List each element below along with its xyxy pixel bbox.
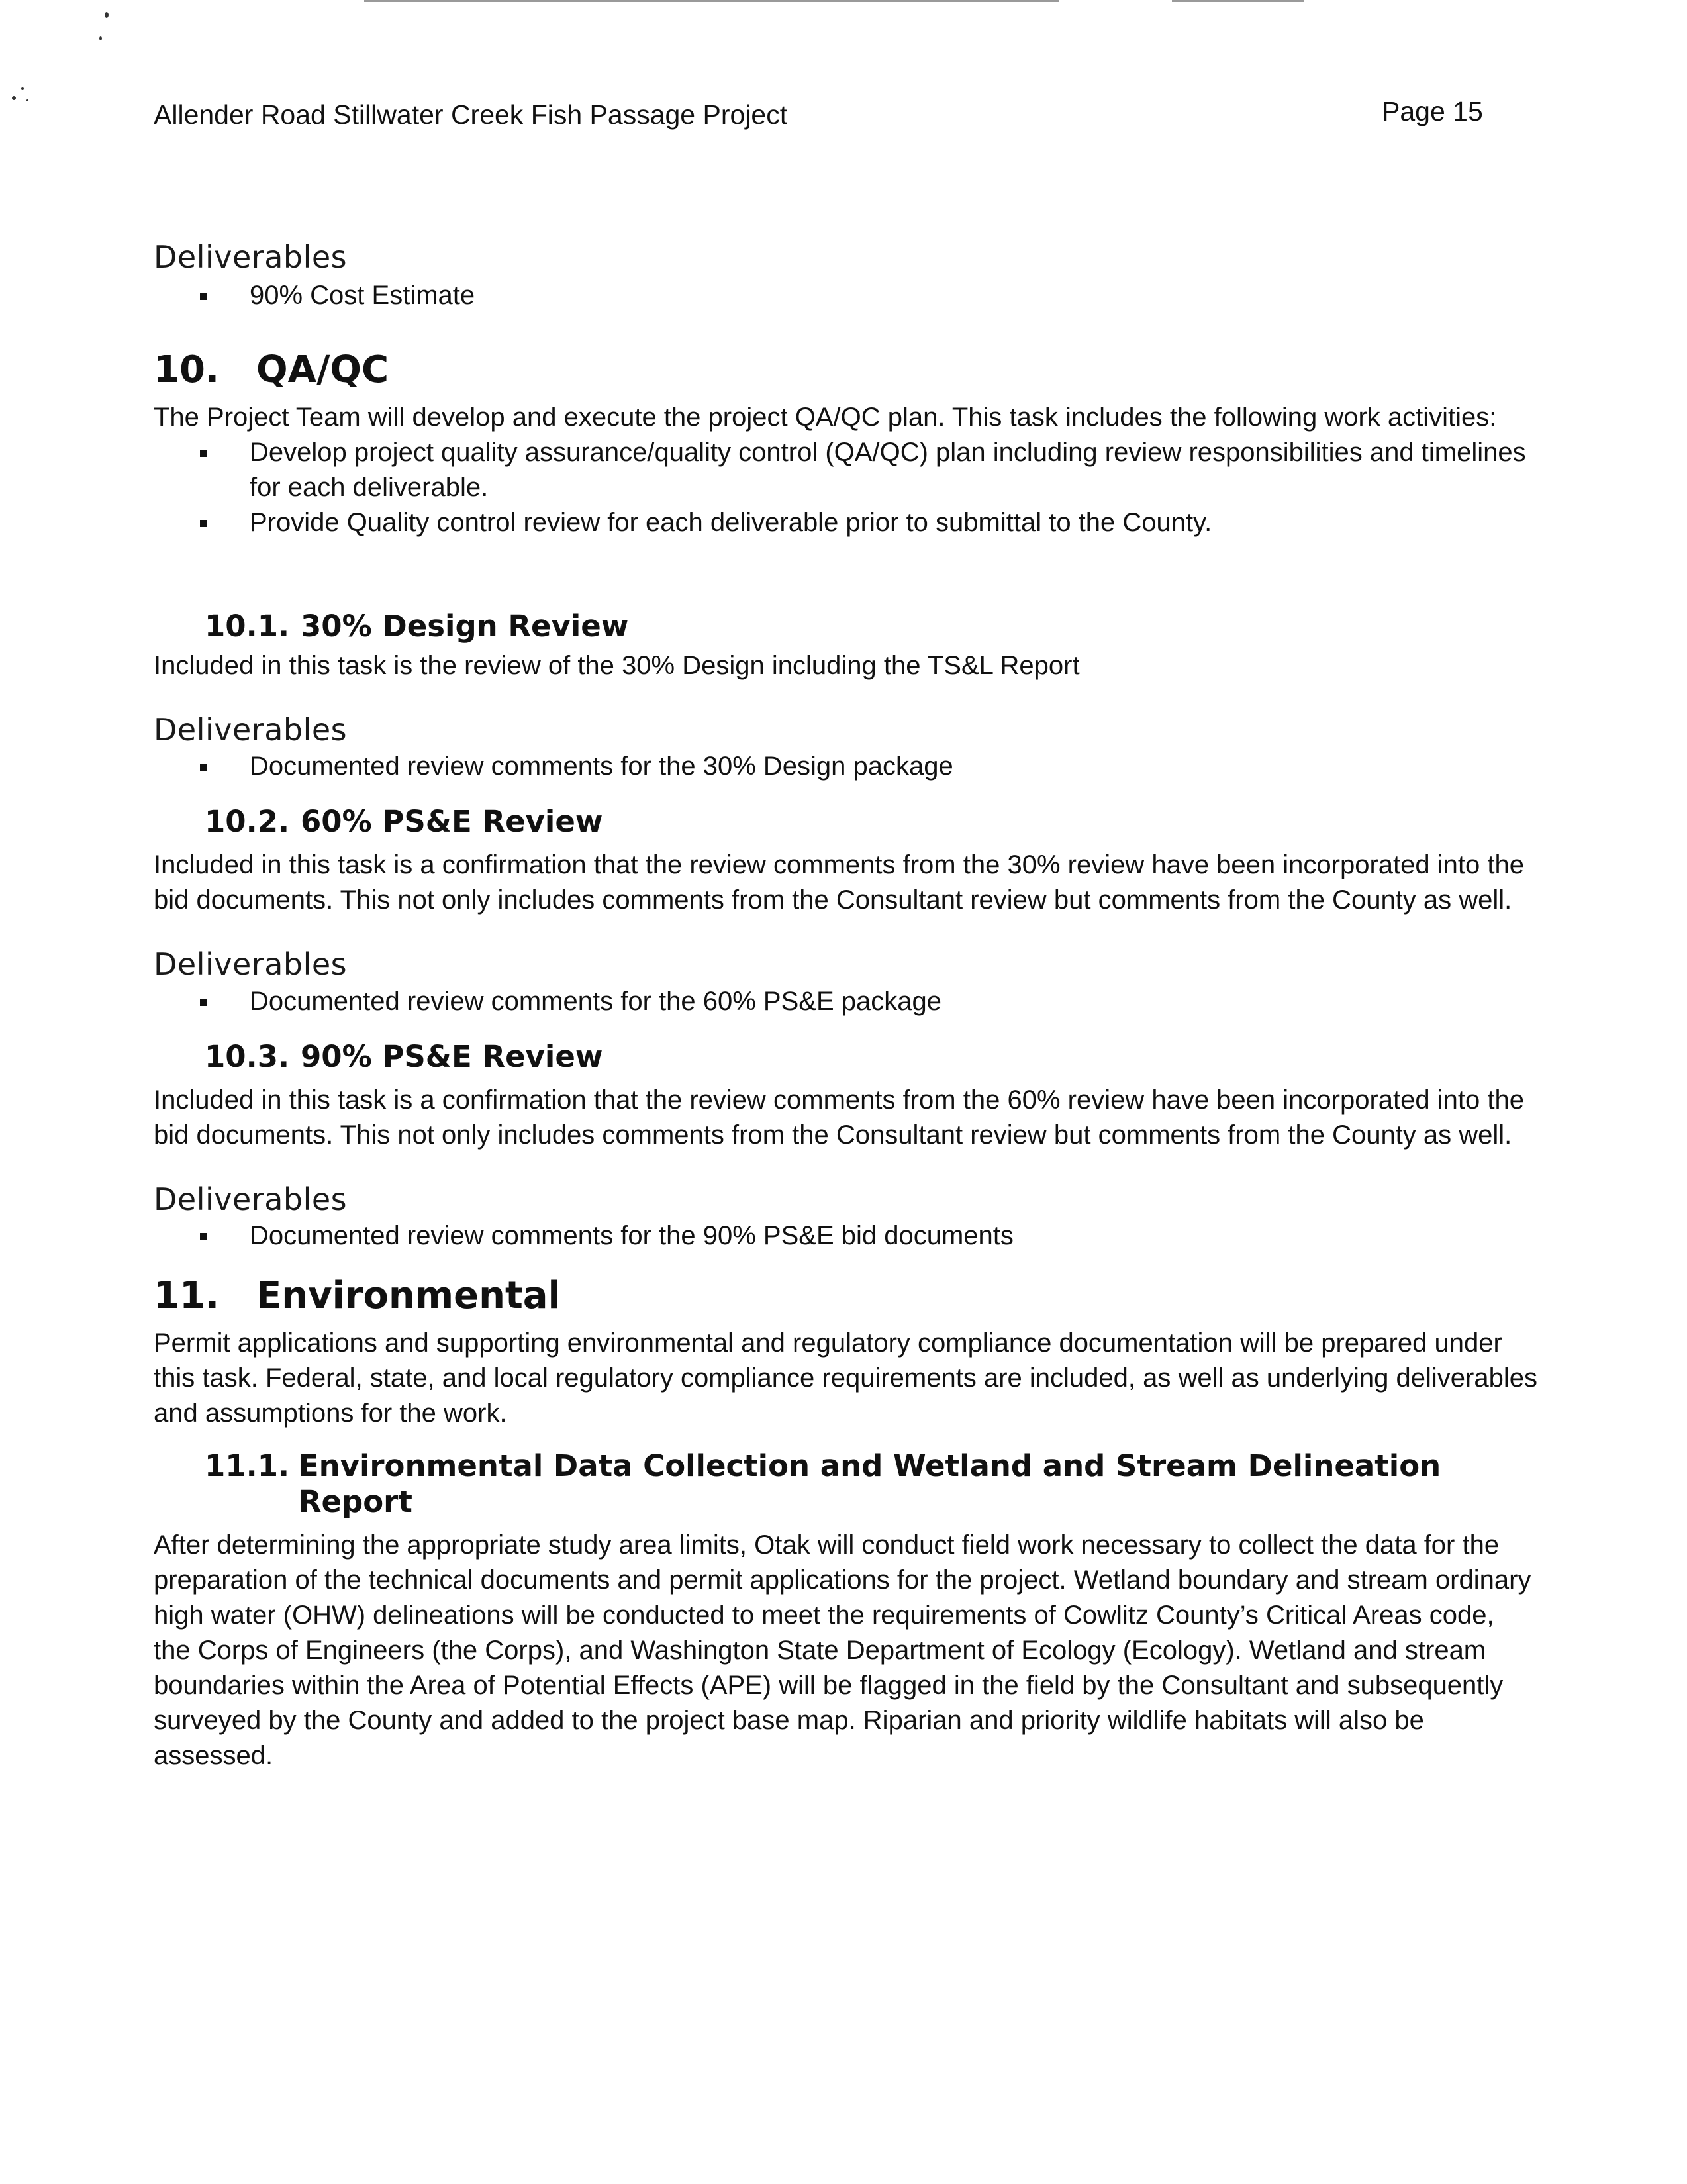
square-bullet-icon	[200, 293, 207, 300]
list-item	[200, 1218, 1537, 1254]
subsection-number: 10.2.	[205, 804, 290, 840]
subsection-title: 30% Design Review	[301, 608, 629, 644]
subsection-number: 10.3.	[205, 1038, 290, 1074]
list-item	[200, 984, 1537, 1019]
deliverables-heading: Deliverables	[154, 239, 348, 275]
document-body	[154, 238, 1537, 1773]
list-item-text: Documented review comments for the 60% PS&E package	[250, 986, 941, 1016]
scan-edge-line	[1172, 0, 1304, 2]
paragraph: Included in this task is a confirmation that the review comments from the 60% review have been incorporated into the bid documents. This not only includes comments from the Consultant review but comments from the County as well.	[154, 1085, 1524, 1150]
list-item-text: Documented review comments for the 90% PS&E bid documents	[250, 1221, 1014, 1251]
paragraph: After determining the appropriate study area limits, Otak will conduct field work necessary to collect the data for the preparation of the technical documents and permit applications for the project. Wetland boundary and stream ordinary high water (OHW) delineations will be conducted to meet the requirements of Cowlitz County’s Critical Areas code, the Corps of Engineers (the Corps), and Washington State Department of Ecology (Ecology). Wetland and stream boundaries within the Area of Potential Effects (APE) will be flagged in the field by the Consultant and subsequently surveyed by the County and added to the project base map. Riparian and priority wildlife habitats will also be assessed.	[154, 1530, 1531, 1771]
page-number: Page 15	[1382, 96, 1483, 126]
section-title: QA/QC	[256, 348, 389, 391]
scan-speck	[26, 99, 28, 101]
bullet-list	[154, 278, 1537, 313]
list-item-text: 90% Cost Estimate	[250, 280, 475, 310]
deliverables-heading: Deliverables	[154, 946, 348, 983]
subsection-heading	[154, 609, 1537, 644]
section-number: 11.	[154, 1274, 220, 1318]
deliverables-heading: Deliverables	[154, 1181, 348, 1217]
list-item	[200, 435, 1537, 505]
square-bullet-icon	[200, 764, 207, 771]
bullet-list	[154, 984, 1537, 1019]
subsection-number: 11.1.	[205, 1448, 290, 1484]
scan-speck	[12, 96, 16, 100]
scan-speck	[21, 87, 24, 90]
scan-speck	[105, 12, 109, 18]
subsection-title: 90% PS&E Review	[301, 1038, 603, 1074]
paragraph: Included in this task is the review of the 30% Design including the TS&L Report	[154, 650, 1080, 680]
scan-speck	[99, 36, 102, 40]
subsection-title: Environmental Data Collection and Wetland and Stream Delineation Report	[298, 1448, 1441, 1520]
subsection-heading	[154, 804, 1537, 840]
section-heading	[154, 348, 1537, 392]
list-item-text: Provide Quality control review for each deliverable prior to submittal to the County.	[250, 507, 1212, 537]
bullet-list	[154, 435, 1537, 540]
list-item-text: Documented review comments for the 30% Design package	[250, 752, 953, 781]
paragraph: The Project Team will develop and execute the project QA/QC plan. This task includes the following work activities:	[154, 402, 1497, 432]
subsection-heading	[154, 1448, 1537, 1520]
running-header-title: Allender Road Stillwater Creek Fish Passage Project	[154, 99, 788, 130]
section-number: 10.	[154, 348, 220, 391]
deliverables-heading: Deliverables	[154, 711, 348, 748]
deliverables-block	[154, 238, 1537, 313]
list-item-text: Develop project quality assurance/quality control (QA/QC) plan including review responsibilities and timelines for each deliverable.	[250, 437, 1526, 502]
square-bullet-icon	[200, 999, 207, 1006]
bullet-list	[154, 749, 1537, 784]
section-heading	[154, 1273, 1537, 1318]
bullet-list	[154, 1218, 1537, 1254]
paragraph: Permit applications and supporting environmental and regulatory compliance documentation will be prepared under this task. Federal, state, and local regulatory compliance requirements are included, as well as underlying deliverables and assumptions for the work.	[154, 1328, 1537, 1428]
paragraph: Included in this task is a confirmation that the review comments from the 30% review have been incorporated into the bid documents. This not only includes comments from the Consultant review but comments from the County as well.	[154, 850, 1524, 915]
subsection-number: 10.1.	[205, 608, 290, 644]
section-title: Environmental	[256, 1274, 561, 1318]
scan-edge-line	[364, 0, 1059, 2]
subsection-heading	[154, 1039, 1537, 1075]
list-item	[200, 505, 1537, 540]
list-item	[200, 749, 1537, 784]
square-bullet-icon	[200, 1233, 207, 1240]
list-item	[200, 278, 1537, 313]
square-bullet-icon	[200, 520, 207, 527]
square-bullet-icon	[200, 450, 207, 457]
subsection-title: 60% PS&E Review	[301, 804, 603, 840]
